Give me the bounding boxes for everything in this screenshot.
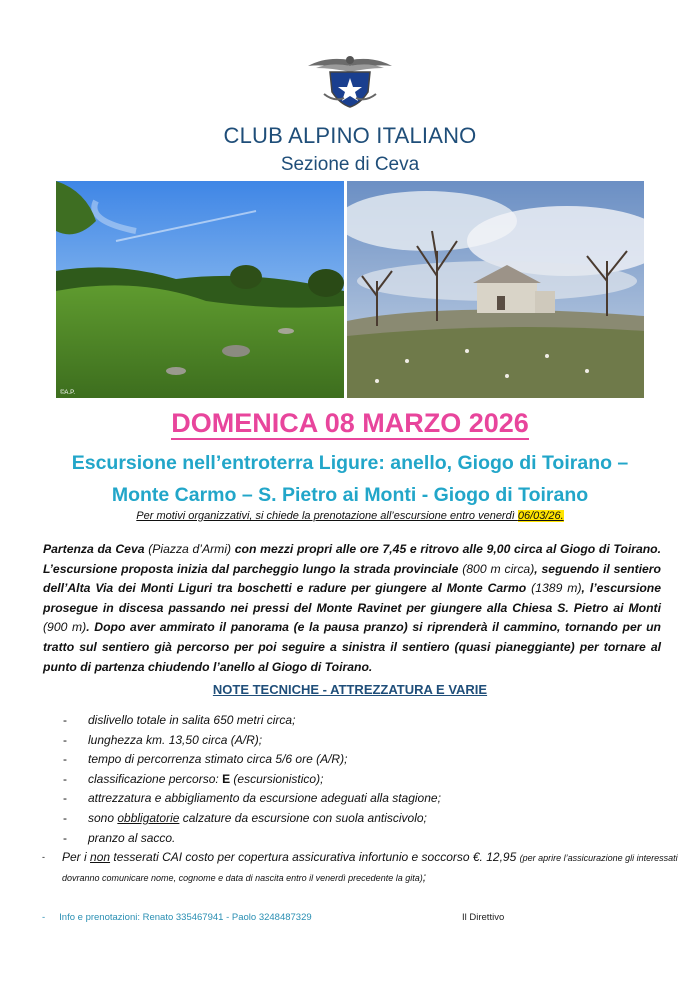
club-title: CLUB ALPINO ITALIANO	[223, 123, 477, 148]
list-item: - sono obbligatorie calzature da escursione con suola antiscivolo;	[60, 809, 620, 829]
excursion-title-line-1: Escursione nell’entroterra Ligure: anello, Giogo di Toirano –	[71, 452, 629, 474]
meadow-photo	[56, 181, 344, 398]
list-item: - attrezzatura e abbigliamento da escursione adeguati alla stagione;	[60, 789, 620, 809]
section-subtitle: Sezione di Ceva	[280, 154, 420, 175]
itinerary-description: Partenza da Ceva (Piazza d’Armi) con mezzi propri alle ore 7,45 e ritrovo alle 9,00 circa al Giogo di Toirano. L’escursione proposta inizia dal parcheggio lungo la strada provinciale (800 m circa), seguendo il sentiero dell’Alta Via dei Monti Liguri tra boschetti e radure per giungere al Monte Carmo (1389 m), l’escursione prosegue in discesa passando nei pressi del Monte Ravinet per giungere alla Chiesa S. Pietro ai Monti (900 m). Dopo aver ammirato il panorama (e la pausa pranzo) si riprenderà il cammino, tornando per un tratto sul sentiero già percorso per poi seguire a sinistra il sentiero (quasi pianeggiante) per tornare al punto di partenza chiudendo l’anello al Giogo di Toirano.	[43, 542, 662, 674]
contact-info: - Info e prenotazioni: Renato 335467941 - Paolo 3248487329	[42, 912, 312, 923]
contact-text: Info e prenotazioni: Renato 335467941 - Paolo 3248487329	[59, 912, 312, 923]
event-date	[0, 408, 700, 439]
booking-text: Per motivi organizzativi, si chiede la prenotazione all’escursione entro venerdì	[136, 510, 518, 522]
photo-credit: ©A.P.	[60, 390, 75, 396]
event-date-text: DOMENICA 08 MARZO 2026	[171, 408, 529, 438]
signature: Il Direttivo	[462, 912, 505, 923]
list-item: - tempo di percorrenza stimato circa 5/6 ore (A/R);	[60, 750, 620, 770]
cai-eagle-emblem-icon	[306, 52, 394, 110]
church-photo	[347, 181, 644, 398]
list-item: - dislivello totale in salita 650 metri circa;	[60, 711, 620, 731]
booking-deadline: 06/03/26.	[517, 510, 564, 522]
list-item: - classificazione percorso: E (escursionistico);	[60, 770, 620, 790]
list-item: - pranzo al sacco.	[60, 829, 620, 849]
technical-notes-list	[60, 711, 620, 848]
insurance-note: - Per i non tesserati CAI costo per copertura assicurativa infortunio e soccorso €. 12,95 (per aprire l’assicurazione gli interessati dovranno comunicare nome, cognome e data di nascita entro il venerdì precedente la gita);	[42, 850, 678, 884]
technical-notes-heading: NOTE TECNICHE - ATTREZZATURA E VARIE	[212, 682, 488, 697]
excursion-title-line-2: Monte Carmo – S. Pietro ai Monti - Giogo di Toirano	[111, 484, 589, 506]
list-item: - lunghezza km. 13,50 circa (A/R);	[60, 731, 620, 751]
booking-notice	[0, 510, 700, 522]
